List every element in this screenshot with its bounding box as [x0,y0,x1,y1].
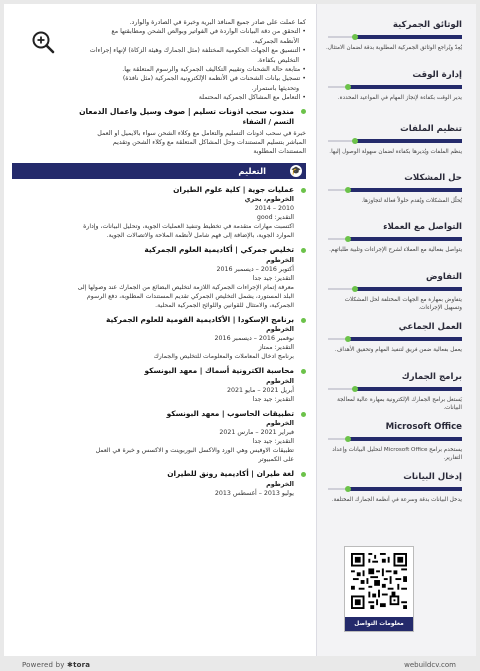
site-link[interactable]: webuildcv.com [404,661,456,669]
skill-item [316,18,476,52]
skill-title: التفاوض [426,272,462,282]
experience-line: التخليص بكفاءة. [257,56,299,64]
education-grade: التقدير: جيد جدا [252,395,294,403]
education-location: الخرطوم [266,479,294,488]
skill-item [316,320,476,354]
skill-level-bar [316,335,476,343]
job-location: التسم / الشفاء [242,117,294,126]
skill-title: تنظيم الملفات [400,124,462,134]
resume-page [4,4,476,656]
job-description-line: المستندات المطلوبة [253,148,306,156]
education-location: الخرطوم [266,255,294,264]
experience-line: كما عملت على صادر جميع المنافذ البرية وخبرة في الصادرة والوارد. [129,19,306,26]
skill-item [316,470,476,504]
education-grade: التقدير: good [256,214,294,222]
job-description-line: المباشر بتسليم المستندات وحل المشاكل المتعلقة مع وكلاء الشحن وتقديم [112,139,306,147]
education-grade: التقدير: ممتاز [258,344,294,352]
education-title: محاسبة الكترونية أسماك | معهد البونسكو [144,366,294,376]
skill-item [316,68,476,102]
skill-description: يُعِدّ ويُراجع الوثائق الجمركية المطلوبة بدقة لضمان الامتثال. [326,45,462,51]
qr-label: معلومات التواصل [345,617,413,631]
education-dates: أكتوبر 2016 – ديسمبر 2016 [216,265,294,273]
skill-title: إدارة الوقت [412,70,462,80]
skill-item [316,370,476,412]
skill-description: يستخدم برامج Microsoft Office لتحليل البيانات وإعداد التقارير. [332,447,462,461]
skill-item [316,220,476,254]
experience-intro [12,18,306,103]
zoom-in-icon[interactable] [30,29,56,55]
brand-logo[interactable]: ✱tora [67,661,91,669]
experience-line: • التحقق من دقة البيانات الواردة في الفواتير وبوالص الشحن ومطابقتها مع [12,27,306,36]
skill-description: يَستغل برامج الجمارك الإلكترونية بمهارة عالية لمعالجة البيانات. [337,397,462,411]
education-item [12,315,306,362]
experience-line: وتحديثها باستمرار. [251,84,299,92]
education-description-line: الموارد الجوية، بالإضافة إلى فهم شامل لأنظمة الملاحة والاتصالات الجوية. [106,232,294,240]
experience-line: الأنظمة الجمركية. [252,37,299,45]
education-description-line: على الكمبيوتر [258,456,294,464]
main-column [4,4,316,656]
powered-prefix: Powered by [22,661,65,669]
skill-description: يدير الوقت بكفاءة لإنجاز المهام في المواعيد المحددة. [337,95,462,101]
skill-title: الوثائق الجمركية [392,20,462,30]
education-dates: أبريل 2021 – مايو 2021 [226,386,294,394]
skill-title: إدخال البيانات [403,472,462,482]
skill-title: التواصل مع العملاء [383,222,462,232]
job-description [12,129,306,157]
skill-level-bar [316,186,476,194]
experience-line: • متابعة حالة الشحنات وتقييم التكاليف الجمركية والرسوم المتعلقة بها. [12,65,306,74]
skill-description: يتواصل بفعالية مع العملاء لشرح الإجراءات وتلبية طلباتهم. [329,247,462,253]
skill-description: ينظم الملفات ويُديرها بكفاءة لضمان سهولة الوصول إليها. [329,149,462,155]
skill-level-bar [316,83,476,91]
skills-sidebar [316,4,476,656]
skill-description: يتفاوض بمهارة مع الجهات المختلفة لحل المشكلات وتسهيل الإجراءات. [344,297,462,311]
skill-item [316,171,476,205]
education-location: الخرطوم [266,376,294,385]
education-heading: التعليم [238,165,266,176]
education-title: برنامج الإسكودا | الأكاديمية القومية للعلوم الجمركية [105,314,294,324]
education-item [12,409,306,465]
education-location: الخرطوم، بحري [244,195,294,204]
job-title: مندوب سحب اذونات تسليم | صوف وسيل واعمال الدمعان [79,106,294,116]
education-item [12,185,306,241]
powered-by [22,661,90,669]
education-item [12,469,306,498]
job-entry [12,106,306,127]
education-grade: التقدير: جيد جدا [252,438,294,446]
education-dates: نوفمبر 2016 – ديسمبر 2016 [214,335,294,343]
graduation-cap-icon: 🎓 [291,165,301,175]
education-description-line: معرفة إتمام الإجراءات الجمركية اللازمة لتخليص البضائع من الجمارك عند وصولها إلى [77,283,294,291]
skill-description: يعمل بفعالية ضمن فريق لتنفيذ المهام وتحقيق الأهداف. [334,347,462,353]
experience-line: • التعامل مع المشاكل الجمركية المحتملة [12,93,306,102]
education-dates: فبراير 2021 – مارس 2021 [219,429,294,437]
skill-title: Microsoft Office [385,422,462,432]
skill-item [316,270,476,312]
skill-level-bar [316,235,476,243]
education-description-line: الجمركية، والامتثال للقوانين واللوائح الجمركية المحلية. [155,301,294,309]
education-description-line: البلد المستورد، يشمل التخليص الجمركي تقديم المستندات المطلوبة، دفع الرسوم [86,292,294,300]
experience-line: • التنسيق مع الجهات الحكومية المختلفة (مثل الجمارك وهيئة الزكاة) لإنهاء إجراءات [12,46,306,55]
education-dates: يوليو 2013 – أغسطس 2013 [214,489,294,497]
education-title: عمليات جوية | كلية علوم الطيران [173,184,294,194]
skill-title: العمل الجماعي [398,322,462,332]
education-title: تطبيقات الحاسوب | معهد البونسكو [166,408,294,418]
education-location: الخرطوم [266,419,294,428]
education-section-header [12,163,306,179]
job-description-line: خبرة في سحب اذونات التسليم والتعامل مع وكلاء الشحن سواء بالايميل او العمل [97,129,306,137]
education-description-line: اكتسبت مهارات متقدمة في تخطيط وتنفيذ العمليات الجوية، وتحليل البيانات، وإدارة [83,223,294,231]
skill-item [316,420,476,462]
education-title: لغة طيران | أكاديمية رونق للطيران [167,469,294,479]
education-title: تخليص جمركي | أكاديمية العلوم الجمركية [144,245,294,255]
skill-level-bar [316,137,476,145]
education-item [12,245,306,310]
skill-title: حل المشكلات [404,173,462,183]
skill-description: يُحلّل المشكلات ويُقدم حلولاً فعالة لتجاوزها. [361,198,462,204]
skill-level-bar [316,285,476,293]
education-description-line: تطبيقات الاوفيس وهي الورد والاكسل البوربوينت و الاكسس و خبرة في العمل [95,447,294,455]
skill-level-bar [316,435,476,443]
education-list [12,185,306,498]
skill-level-bar [316,33,476,41]
education-grade: التقدير: جيد جدا [252,274,294,282]
education-dates: 2010 – 2014 [254,205,294,213]
skill-level-bar [316,485,476,493]
qr-code-icon [351,553,407,609]
education-item [12,366,306,404]
skill-item [316,122,476,156]
education-description-line: برنامج ادخال المعاملات والمعلومات للتخليص والجمارك [153,353,294,361]
education-location: الخرطوم [266,325,294,334]
contact-qr-code[interactable] [344,546,414,632]
skill-title: برامج الجمارك [401,372,462,382]
experience-line: • تسجيل بيانات الشحنات في الأنظمة الإلكترونية الجمركية (مثل نافذة) [12,74,306,83]
skill-description: يدخل البيانات بدقة وسرعة في أنظمة الجمارك المختلفة. [331,497,462,503]
skill-level-bar [316,385,476,393]
